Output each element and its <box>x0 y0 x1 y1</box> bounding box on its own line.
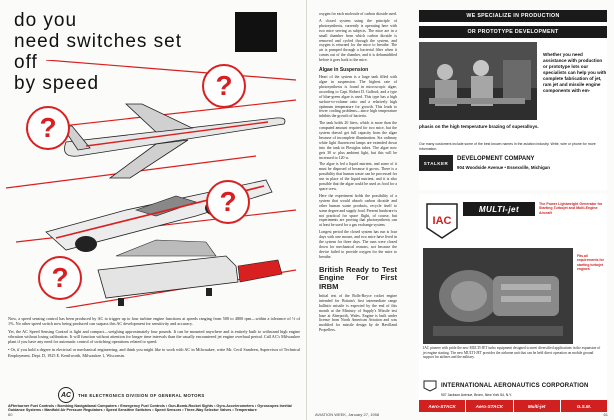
body-paragraph: Yet, the AC Speed Sensing Control is light and compact—weighing approximately four pounds. It can be mounted anywhere and is entirely built to withstand high engine vibration without losing calibration. It will function without attention for longer time intervals than the usually encountered jet engine overhaul period. Call AC's Milwaukee plant if you have any need for automatic control of switching operations related to speed. <box>8 329 300 345</box>
ad-lead-text: Whether you need assistance with production or prototype lots our specialists can help you with complete fabrication of jet, ram jet and missile engine components with em- <box>543 52 607 93</box>
column-paragraph: oxygen for each molecule of carbon dioxide used. <box>319 12 397 16</box>
ad-body-copy <box>8 316 300 361</box>
body-paragraph: Now, a speed sensing control has been produced by AC to trigger up to four turbine engine functions at speeds ranging from 500 to 4800 rpm—within a tolerance of ½ of 1%. No other speed switch now being produced can surpass this AC development for sensitivity and accuracy. <box>8 316 300 327</box>
section-heading-algae: Algae in Suspension <box>319 67 369 74</box>
column-paragraph: The algae is fed a liquid nutrient, and some of it must be disposed of because it grows. There is a possibility that human waste can be processed for use in place of the liquid nutrient, and it is also possible that the algae could be used as food for a space crew. <box>319 162 397 191</box>
headline-line-1: do you <box>14 10 78 31</box>
iac-logo-icon <box>425 202 459 240</box>
brand-item: G.S.M. <box>561 400 607 412</box>
brand-item: Aero-STACK <box>419 400 466 412</box>
product-list: AFterburner Fuel Controls • Bombing Navigational Computers • Emergency Fuel Controls • Gun-Bomb-Rocket Sights • Gyro-Accelerometers • Gyroscopes Inertial Guidance Systems • Manifold Air Pressure Regulators • Speed Sensitive Switches • Speed Sensors • Three-Way Selector Valves • Temperature <box>8 404 292 413</box>
column-paragraph: The tank holds 20 liters, which is more than the computed amount required for two mice, but the system doesn't get full capacity from the algae because of incomplete illumination. Six ordinary white light fluorescent lamps are extended down into the tank in Plexiglas tubes. The algae now gets 30 w. plus ambient light, but this will be increased to 120 w. <box>319 121 397 160</box>
multijet-tagline: The Power Lightweight Generator for Starting Turbojet and Multi-Engine Aircraft <box>539 202 603 215</box>
editorial-column <box>319 12 397 335</box>
question-mark-2: ? <box>26 106 70 150</box>
ac-logo-icon: AC <box>58 387 74 403</box>
ad-note: Our many customers include some of the best known names in the aviation industry. Write, wire or phone for more information. <box>419 142 596 151</box>
generator-photo-icon <box>423 248 573 344</box>
headline-black-block <box>235 12 277 52</box>
workers-photo <box>419 42 537 120</box>
iac-logo-text: IAC <box>432 215 452 227</box>
multijet-headline: MULTI-jet <box>463 202 535 216</box>
multijet-unit-photo <box>423 248 573 344</box>
multijet-sidenote: Fits all requirements for starting turbojet engines <box>577 254 604 272</box>
ac-signature <box>58 387 205 403</box>
ad-banner-production: WE SPECIALIZE IN PRODUCTION <box>419 10 607 22</box>
column-paragraph: Initial test of the Rolls-Royce rocket engine intended for Britain's first intermediate range ballistic missile is expected by the end of this month at the Ministry of Supply's Missile test base at Aberporth, Wales. Engine is built under license from North American Aviation and was modified for missile design by de Havilland Propellers. <box>319 293 397 333</box>
headline-line-3: by speed <box>14 73 100 94</box>
multijet-body-copy: IAC pioneer with pride the new MULTI-JET turbo equipment designed to meet diversified applications in the expansion of jet engine starting. The new MULTI-JET provides the airborne unit that can be held direct operation on mobile ground support for airlines and the military. <box>423 346 601 360</box>
magazine-footer: AVIATION WEEK, January 27, 1958 <box>315 412 380 417</box>
column-paragraph: Longest period the closed system has run is four days with one mouse, and two mice have lived in the system for three days. The runs were closed down for mechanical reasons, not because the device failed to provide oxygen for the mice to breathe. <box>319 230 397 259</box>
column-paragraph: Here the experiment holds the possibility of a system that would absorb carbon dioxide and other human waste products, recycle itself to some degree and supply food. Present hardware is not practical for space flight, of course, but experiments are proving that photosynthesis can at least be used for a gas exchange system. <box>319 193 398 228</box>
question-mark-4: ? <box>38 256 82 300</box>
stalker-address: 904 Woodside Avenue • Essexville, Michigan <box>457 165 550 170</box>
headline-line-2: need switches set off <box>14 31 183 73</box>
brand-item: Multi-jet <box>514 400 561 412</box>
question-mark-1: ? <box>202 64 246 108</box>
iac-multijet-ad <box>419 194 607 412</box>
column-paragraph: Heart of the system is a large tank filled with algae in suspension. The highest rate of photosynthesis is found in microscopic algae, according to Capt. Robert D. Gafford, and a type of blue-green algae is used. This type has a high surface-to-volume ratio and a relatively high optimum temperature for growth. This leads to fewer cooling problems—since high temperature inhibits the growth of bacteria. <box>319 75 397 119</box>
question-mark-3: ? <box>206 180 250 224</box>
iac-signature <box>423 380 603 392</box>
stalker-company: DEVELOPMENT COMPANY <box>457 156 535 162</box>
factory-photo-icon <box>419 42 537 120</box>
brand-item: Aero-STACK <box>466 400 513 412</box>
column-paragraph: A closed system using the principle of photosynthesis, currently is operating here with two mice serving as subjects. The mice are in a small chamber from which carbon dioxide is removed and cycled through the system, and oxygen is returned for the mice to breathe. The air is pumped through a bacterial filter when it comes out of the chamber, and it is dehumidified before it goes back to the mice. <box>319 18 397 63</box>
brand-bar <box>419 400 607 412</box>
right-folio: 61 <box>603 412 608 417</box>
speed-illustration <box>6 60 296 308</box>
iac-company-name: INTERNATIONAL AERONAUTICS CORPORATION <box>441 383 589 389</box>
ad-banner-prototype: OR PROTOTYPE DEVELOPMENT <box>419 26 607 38</box>
ad-lead-text-continued: phasis on the high temperature brazing of superalloys. <box>419 124 539 129</box>
body-paragraph: • Or, if you hold a degree in electrical or mechanical engineering, and think you might like to work with AC in Milwaukee, write Mr. Cecil Sundeen, Supervisor of Technical Employment, Dept. D, 1925 E. Kenilworth, Milwaukee 1, Wisconsin. <box>8 347 300 358</box>
right-page <box>307 0 614 420</box>
section-heading-british: British Ready to Test Engine For First IRBM <box>319 264 397 291</box>
iac-address: 907 Jackson Avenue, Bronx, New York 54, N.Y. <box>441 393 512 397</box>
iac-mini-logo-icon <box>423 380 437 392</box>
left-folio: 60 <box>8 412 13 417</box>
division-name: THE ELECTRONICS DIVISION OF GENERAL MOTORS <box>78 392 205 398</box>
rocket-drawing <box>98 240 282 306</box>
stalker-brand: STALKER <box>419 155 453 171</box>
stalker-ad <box>419 10 607 190</box>
